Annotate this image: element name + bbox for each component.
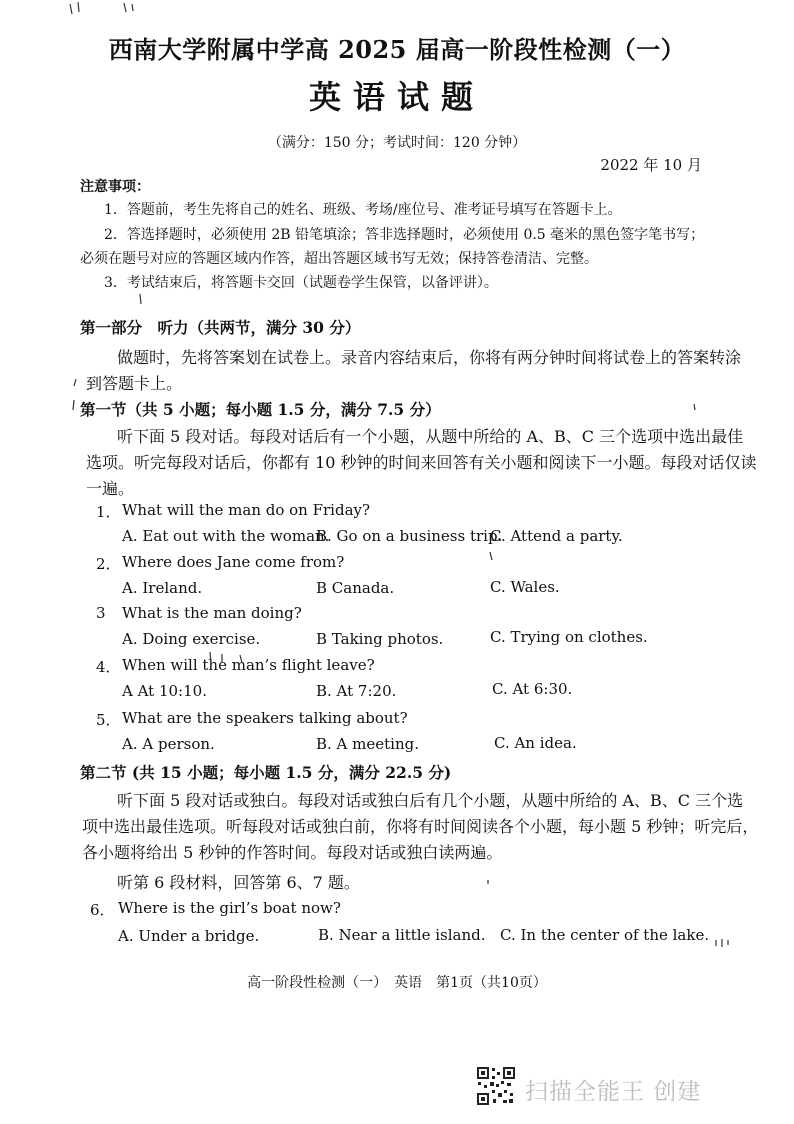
section1-instruction: 听下面 5 段对话。每段对话后有一个小题，从题中所给的 A、B、C 三个选项中选出最佳 (117, 427, 744, 446)
question-number: 4． (96, 658, 121, 676)
question-number: 1． (96, 503, 121, 521)
option-b: B Canada. (316, 579, 395, 597)
option-c: C. In the center of the lake. (500, 926, 710, 944)
option-b: B. A meeting. (316, 735, 419, 753)
question-text: What are the speakers talking about? (122, 709, 408, 727)
question-text: Where does Jane come from? (122, 553, 345, 571)
option-a: A At 10:10. (122, 682, 207, 700)
option-a: A. A person. (122, 735, 215, 753)
question-text: What is the man doing? (122, 604, 302, 622)
option-a: A. Eat out with the woman. (122, 527, 330, 545)
section2-heading: 第二节 (共 15 小题；每小题 1.5 分，满分 22.5 分) (80, 763, 452, 782)
section1-heading: 第一节（共 5 小题；每小题 1.5 分，满分 7.5 分） (80, 400, 441, 419)
option-a: A. Under a bridge. (118, 927, 260, 945)
question-text: When will the man’s flight leave? (122, 656, 375, 674)
option-c: C. Attend a party. (490, 527, 623, 545)
part1-heading: 第一部分 听力（共两节，满分 30 分） (80, 318, 361, 337)
part1-intro-line: 到答题卡上。 (86, 374, 183, 393)
section1-instruction: 一遍。 (86, 479, 135, 498)
part1-intro-line: 做题时，先将答案划在试卷上。录音内容结束后，你将有两分钟时间将试卷上的答案转涂 (117, 348, 742, 367)
option-c: C. Wales. (490, 578, 560, 596)
school-title: 西南大学附属中学高 2025 届高一阶段性检测（一） (108, 35, 686, 64)
notice-item: 2．答选择题时，必须使用 2B 铅笔填涂；答非选择题时，必须使用 0.5 毫米的黑色签字笔书写； (104, 227, 705, 243)
question-text: Where is the girl’s boat now? (118, 899, 341, 917)
notice-item: 3．考试结束后，将答题卡交回（试题卷学生保管，以备评讲）。 (104, 275, 498, 291)
option-c: C. An idea. (494, 734, 577, 752)
notice-heading: 注意事项： (80, 179, 150, 195)
option-a: A. Ireland. (122, 579, 203, 597)
section2-instruction: 各小题将给出 5 秒钟的作答时间。每段对话或独白读两遍。 (82, 843, 503, 862)
option-c: C. At 6:30. (492, 680, 573, 698)
question-number: 6． (90, 901, 115, 919)
subject-title: 英语试题 (308, 78, 485, 116)
option-a: A. Doing exercise. (122, 630, 261, 648)
exam-info: （满分：150 分；考试时间：120 分钟） (267, 135, 527, 151)
section2-instruction: 听下面 5 段对话或独白。每段对话或独白后有几个小题，从题中所给的 A、B、C 三个选 (117, 791, 744, 810)
question-number: 3 (96, 604, 106, 622)
qr-code-icon (476, 1066, 516, 1106)
page-footer: 高一阶段性检测（一） 英语 第1页（共10页） (247, 975, 547, 991)
notice-item: 1．答题前，考生先将自己的姓名、班级、考场/座位号、准考证号填写在答题卡上。 (104, 202, 622, 218)
question-number: 5． (96, 711, 121, 729)
question-number: 2． (96, 555, 121, 573)
option-c: C. Trying on clothes. (490, 628, 648, 646)
section2-instruction: 项中选出最佳选项。听每段对话或独白前，你将有时间阅读各个小题，每小题 5 秒钟；听完后， (82, 817, 759, 836)
exam-date: 2022 年 10 月 (600, 156, 702, 174)
notice-item: 必须在题号对应的答题区域内作答，超出答题区域书写无效；保持答卷清洁、完整。 (80, 251, 598, 267)
section2-instruction: 听第 6 段材料，回答第 6、7 题。 (117, 873, 360, 892)
option-b: B Taking photos. (316, 630, 444, 648)
option-b: B. Go on a business trip. (316, 527, 503, 545)
question-text: What will the man do on Friday? (122, 501, 371, 519)
scanner-watermark: 扫描全能王 创建 (525, 1079, 702, 1105)
section1-instruction: 选项。听完每段对话后，你都有 10 秒钟的时间来回答有关小题和阅读下一小题。每段对话仅读 (86, 453, 757, 472)
option-b: B. At 7:20. (316, 682, 397, 700)
option-b: B. Near a little island. (318, 926, 486, 944)
